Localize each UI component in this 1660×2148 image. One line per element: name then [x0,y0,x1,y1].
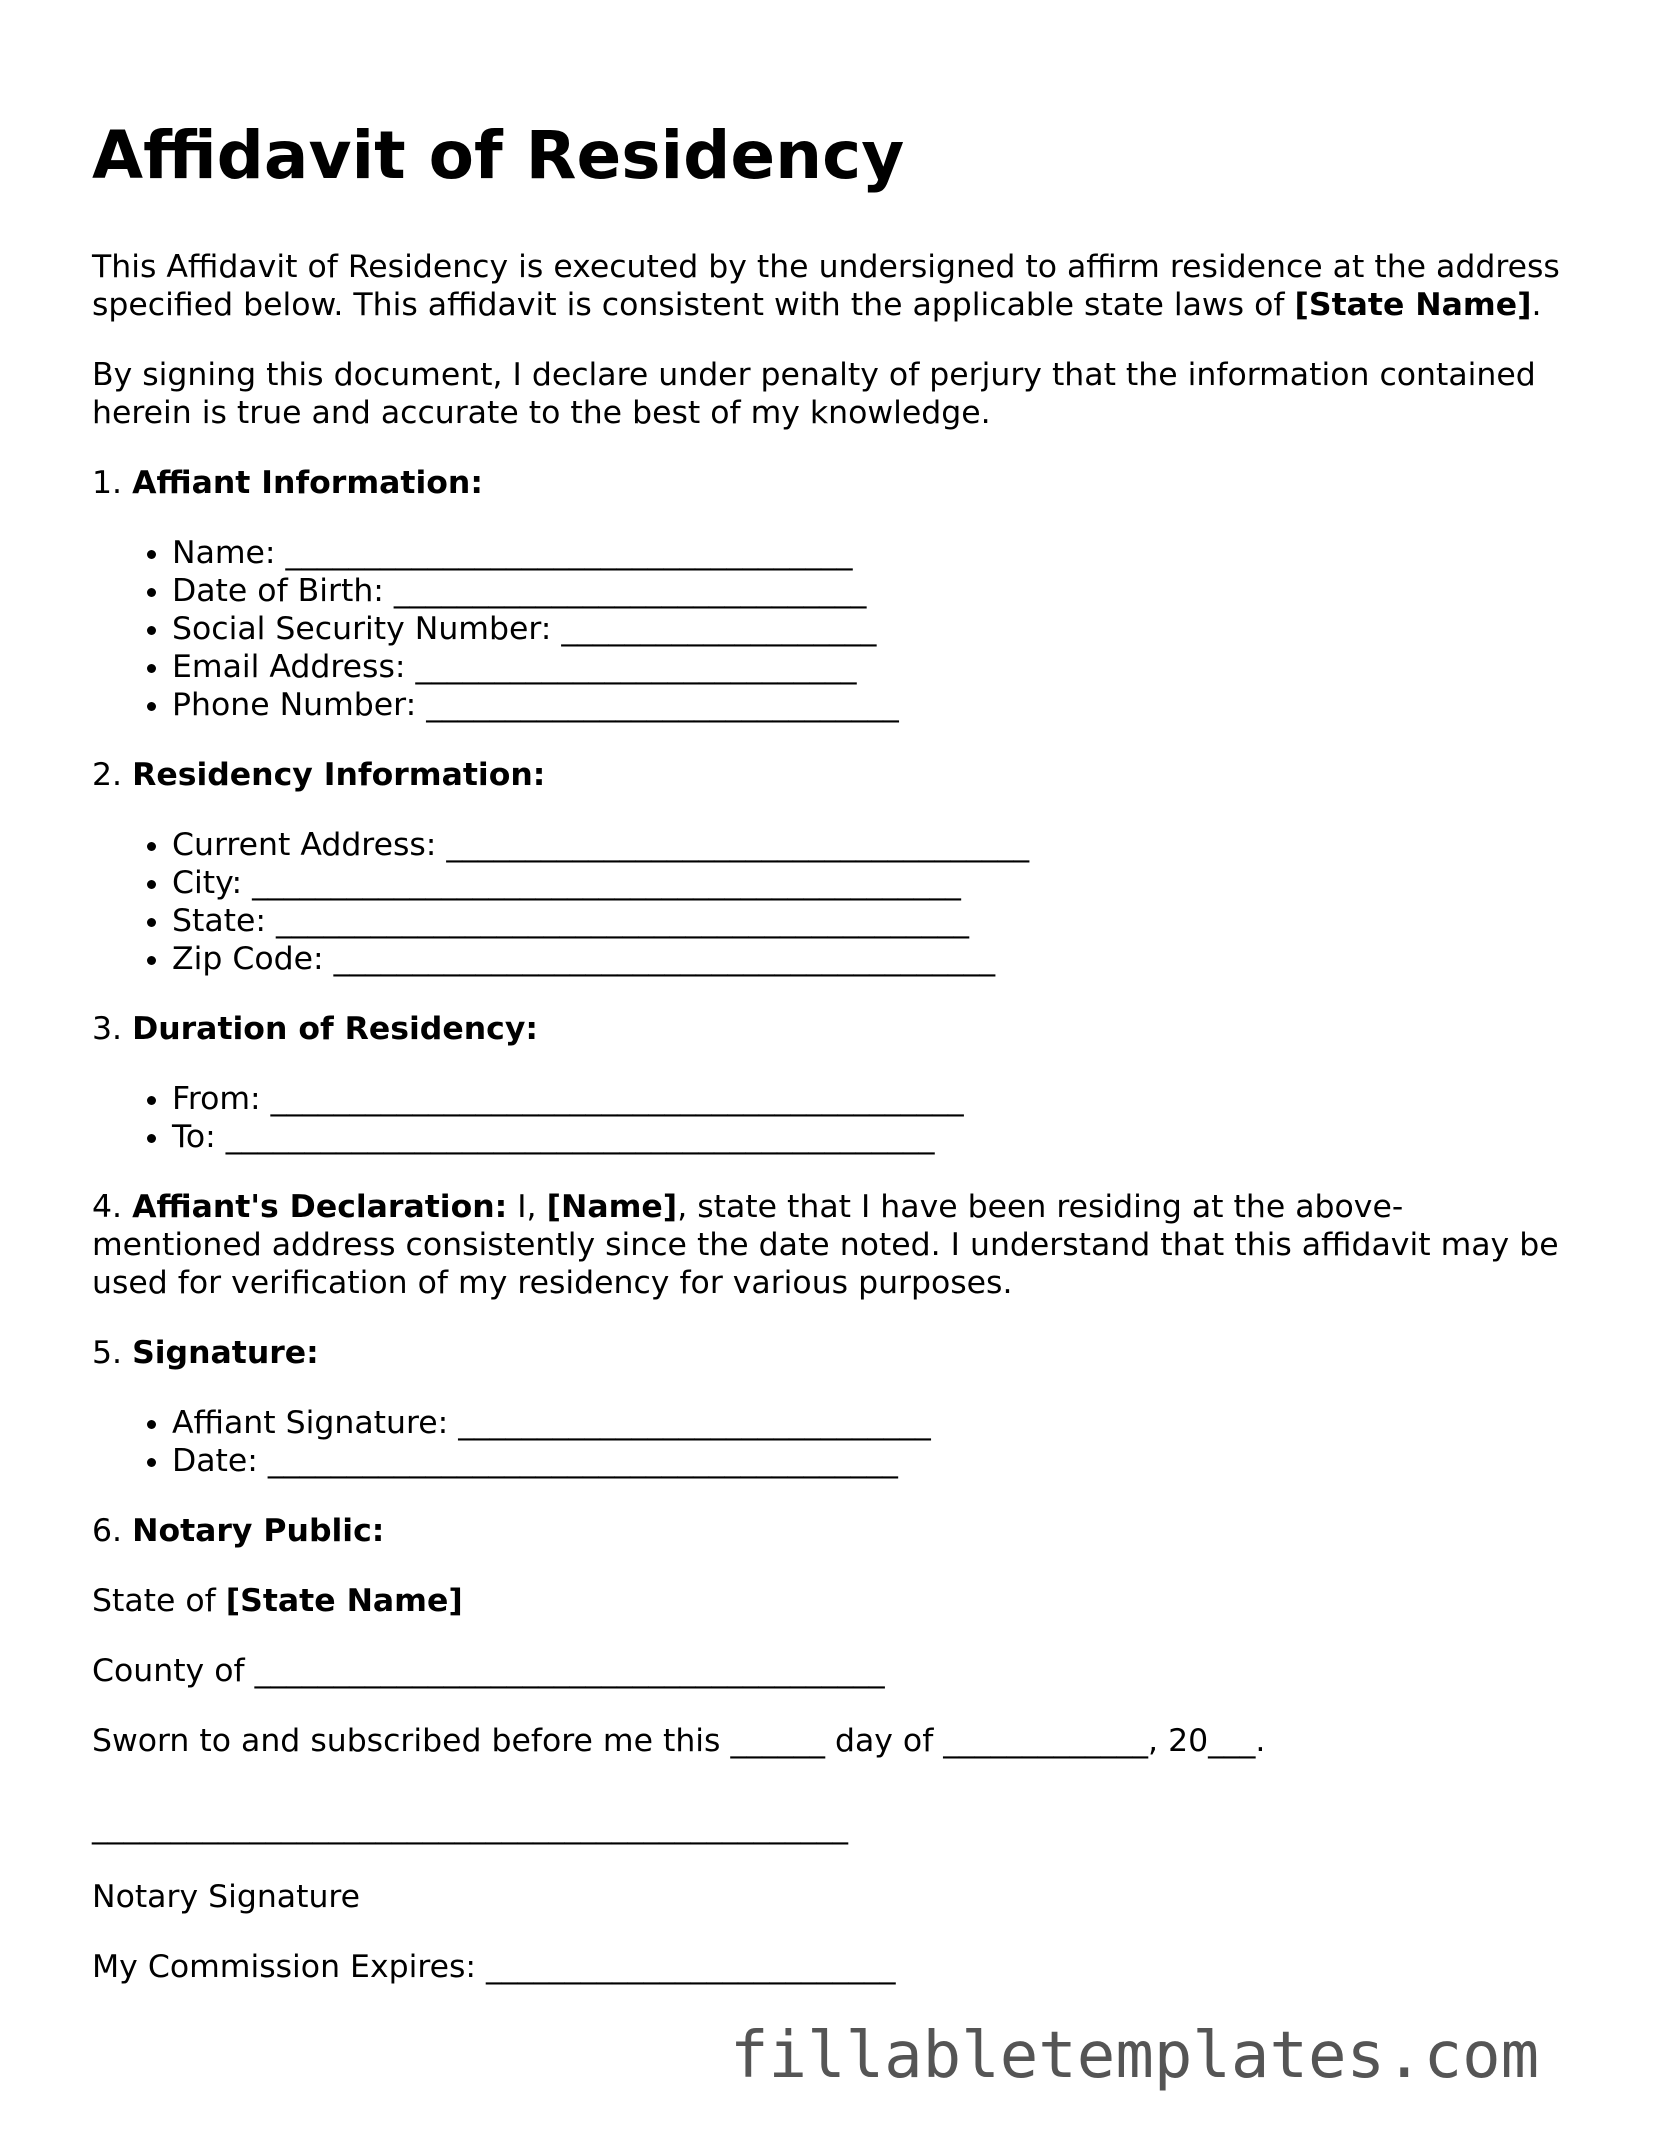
section-affiant-information-heading [92,464,1572,502]
notary-state-label: State of [92,1583,226,1619]
signature-date-field[interactable]: • Date: ________________________________________ [172,1442,1572,1480]
section-heading: Affiant's Declaration: [132,1189,508,1225]
section-heading: Duration of Residency: [132,1011,538,1047]
document-body [92,118,1572,2018]
zip-code-field[interactable]: • Zip Code: __________________________________________ [172,940,1572,978]
document-title: Affidavit of Residency [92,117,905,194]
section-number: 6. [92,1513,133,1549]
city-field[interactable]: • City: _____________________________________________ [172,864,1572,902]
email-field[interactable]: • Email Address: ____________________________ [172,648,1572,686]
section-number: 1. [92,465,133,501]
intro-text: This Affidavit of Residency is executed by the undersigned to affirm residence at the address specified below. This affidavit is consistent with the applicable state laws of [92,249,1560,323]
state-field[interactable]: • State: ____________________________________________ [172,902,1572,940]
residency-information-list [92,826,1572,978]
watermark-text: fillabletemplates.com [730,2019,1540,2093]
name-field[interactable]: • Name: ____________________________________ [172,534,1572,572]
state-name-placeholder: [State Name] [1294,287,1532,323]
perjury-declaration: By signing this document, I declare under penalty of perjury that the information contained herein is true and accurate to the best of my knowledge. [92,357,1536,431]
commission-expires-field[interactable]: My Commission Expires: __________________________ [92,1949,896,1985]
intro-end: . [1531,287,1542,323]
section-notary-heading [92,1512,1572,1550]
signature-list [92,1404,1572,1480]
current-address-field[interactable]: • Current Address: _____________________________________ [172,826,1572,864]
notary-signature-line[interactable]: ________________________________________________ [92,1809,848,1845]
date-of-birth-field[interactable]: • Date of Birth: ______________________________ [172,572,1572,610]
section-number: 4. [92,1189,133,1225]
notary-state-line [92,1582,1572,1620]
to-date-field[interactable]: • To: _____________________________________________ [172,1118,1572,1156]
declaration-text-end: , state that I have been residing at the above-mentioned address consistently since the date noted. I understand that this affidavit may be used for verification of my residency for various purposes. [92,1189,1559,1301]
declaration-text-start: I, [507,1189,547,1225]
section-number: 3. [92,1011,133,1047]
from-date-field[interactable]: • From: ____________________________________________ [172,1080,1572,1118]
section-duration-heading [92,1010,1572,1048]
notary-state-placeholder: [State Name] [225,1583,463,1619]
phone-field[interactable]: • Phone Number: ______________________________ [172,686,1572,724]
section-heading: Signature: [132,1335,319,1371]
duration-list [92,1080,1572,1156]
section-heading: Residency Information: [132,757,546,793]
section-signature-heading [92,1334,1572,1372]
section-residency-information-heading [92,756,1572,794]
section-number: 5. [92,1335,133,1371]
affiant-information-list [92,534,1572,724]
section-affiant-declaration [92,1188,1572,1302]
sworn-line[interactable]: Sworn to and subscribed before me this ______ day of _____________, 20___. [92,1723,1266,1759]
notary-signature-label: Notary Signature [92,1879,361,1915]
affiant-signature-field[interactable]: • Affiant Signature: ______________________________ [172,1404,1572,1442]
county-field[interactable]: County of ________________________________________ [92,1653,885,1689]
name-placeholder: [Name] [546,1189,678,1225]
section-heading: Notary Public: [132,1513,385,1549]
section-number: 2. [92,757,133,793]
ssn-field[interactable]: • Social Security Number: ____________________ [172,610,1572,648]
section-heading: Affiant Information: [132,465,483,501]
intro-paragraph [92,248,1572,324]
